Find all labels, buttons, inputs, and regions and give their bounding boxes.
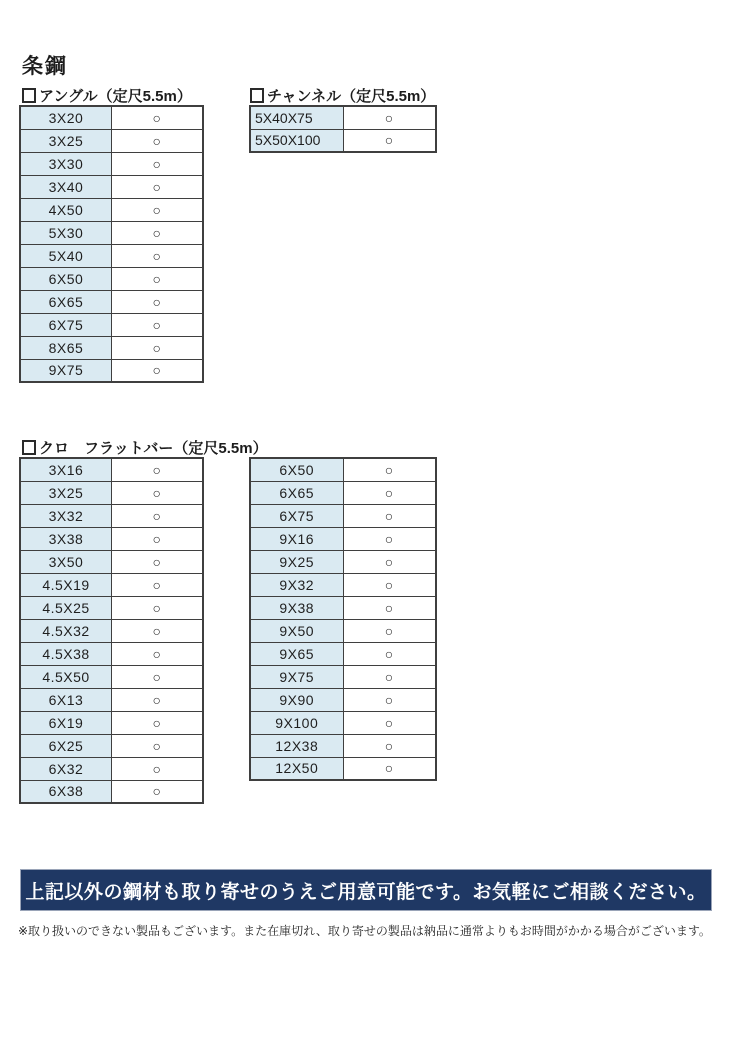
availability-mark: ○ [112, 175, 204, 198]
size-cell: 3X50 [20, 550, 112, 573]
size-cell: 3X16 [20, 458, 112, 481]
availability-mark: ○ [343, 106, 436, 129]
table-row [20, 221, 203, 244]
table-row [250, 734, 436, 757]
size-cell: 6X13 [20, 688, 112, 711]
availability-mark: ○ [343, 550, 436, 573]
availability-mark: ○ [112, 244, 204, 267]
size-cell: 4.5X32 [20, 619, 112, 642]
availability-mark: ○ [112, 129, 204, 152]
availability-mark: ○ [112, 757, 204, 780]
availability-mark: ○ [112, 458, 204, 481]
availability-mark: ○ [112, 642, 204, 665]
section-header-angle [22, 85, 192, 106]
availability-mark: ○ [343, 665, 436, 688]
channel-table-body [250, 106, 436, 152]
page-title: 条鋼 [22, 55, 68, 78]
section-header-flatbar [22, 437, 268, 458]
availability-mark: ○ [343, 596, 436, 619]
table-row [20, 688, 203, 711]
size-cell: 9X65 [250, 642, 343, 665]
table-row [20, 267, 203, 290]
availability-mark: ○ [112, 573, 204, 596]
availability-mark: ○ [112, 596, 204, 619]
size-cell: 5X40 [20, 244, 112, 267]
table-row [20, 596, 203, 619]
size-cell: 6X65 [20, 290, 112, 313]
size-cell: 6X75 [20, 313, 112, 336]
checkbox-icon [22, 440, 36, 455]
table-row [250, 106, 436, 129]
table-row [20, 152, 203, 175]
size-cell: 8X65 [20, 336, 112, 359]
flatbar-availability-table-left [19, 457, 204, 804]
availability-mark: ○ [343, 711, 436, 734]
size-cell: 9X38 [250, 596, 343, 619]
notice-banner [20, 869, 712, 911]
availability-mark: ○ [343, 688, 436, 711]
size-cell: 3X40 [20, 175, 112, 198]
angle-availability-table [19, 105, 204, 383]
table-row [250, 665, 436, 688]
section-header-channel-label: チャンネル（定尺5.5m） [267, 88, 436, 105]
table-row [250, 458, 436, 481]
table-row [20, 642, 203, 665]
availability-mark: ○ [112, 267, 204, 290]
availability-mark: ○ [343, 619, 436, 642]
size-cell: 9X90 [250, 688, 343, 711]
table-row [20, 175, 203, 198]
availability-mark: ○ [112, 780, 204, 803]
size-cell: 4.5X25 [20, 596, 112, 619]
availability-mark: ○ [112, 313, 204, 336]
availability-mark: ○ [112, 198, 204, 221]
availability-mark: ○ [112, 527, 204, 550]
availability-mark: ○ [112, 619, 204, 642]
angle-table-body [20, 106, 203, 382]
availability-mark: ○ [112, 550, 204, 573]
availability-mark: ○ [112, 688, 204, 711]
availability-mark: ○ [343, 481, 436, 504]
availability-mark: ○ [343, 458, 436, 481]
size-cell: 3X30 [20, 152, 112, 175]
table-row [250, 129, 436, 152]
availability-mark: ○ [112, 711, 204, 734]
table-row [250, 596, 436, 619]
table-row [20, 244, 203, 267]
size-cell: 6X75 [250, 504, 343, 527]
size-cell: 3X20 [20, 106, 112, 129]
size-cell: 4.5X50 [20, 665, 112, 688]
size-cell: 4X50 [20, 198, 112, 221]
availability-mark: ○ [343, 642, 436, 665]
footnote: ※取り扱いのできない製品もございます。また在庫切れ、取り寄せの製品は納品に通常よりもお時間がかかる場合がございます。 [18, 924, 711, 938]
size-cell: 6X65 [250, 481, 343, 504]
section-header-angle-label: アングル（定尺5.5m） [39, 88, 192, 105]
table-row [20, 359, 203, 382]
table-row [20, 573, 203, 596]
table-row [20, 757, 203, 780]
table-row [20, 481, 203, 504]
size-cell: 9X32 [250, 573, 343, 596]
size-cell: 5X40X75 [250, 106, 343, 129]
table-row [20, 313, 203, 336]
table-row [250, 619, 436, 642]
availability-mark: ○ [112, 221, 204, 244]
size-cell: 9X75 [250, 665, 343, 688]
table-row [20, 458, 203, 481]
flatbar-availability-table-right [249, 457, 437, 781]
size-cell: 6X38 [20, 780, 112, 803]
size-cell: 5X30 [20, 221, 112, 244]
availability-mark: ○ [112, 359, 204, 382]
table-row [20, 504, 203, 527]
flatbar-left-table-body [20, 458, 203, 803]
notice-banner-text: 上記以外の鋼材も取り寄せのうえご用意可能です。お気軽にご相談ください。 [25, 881, 707, 903]
availability-mark: ○ [112, 152, 204, 175]
size-cell: 3X25 [20, 129, 112, 152]
table-row [250, 688, 436, 711]
checkbox-icon [250, 88, 264, 103]
size-cell: 6X25 [20, 734, 112, 757]
size-cell: 6X19 [20, 711, 112, 734]
table-row [20, 198, 203, 221]
size-cell: 12X38 [250, 734, 343, 757]
table-row [20, 550, 203, 573]
checkbox-icon [22, 88, 36, 103]
flatbar-right-table-body [250, 458, 436, 780]
section-header-flatbar-label: クロ フラットバー（定尺5.5m） [39, 440, 268, 457]
table-row [250, 642, 436, 665]
availability-mark: ○ [343, 757, 436, 780]
size-cell: 9X50 [250, 619, 343, 642]
size-cell: 9X25 [250, 550, 343, 573]
size-cell: 4.5X19 [20, 573, 112, 596]
table-row [20, 734, 203, 757]
table-row [20, 527, 203, 550]
table-row [20, 780, 203, 803]
table-row [250, 504, 436, 527]
channel-availability-table [249, 105, 437, 153]
table-row [20, 336, 203, 359]
table-row [250, 481, 436, 504]
section-header-channel [250, 85, 435, 106]
size-cell: 3X32 [20, 504, 112, 527]
table-row [20, 619, 203, 642]
size-cell: 9X100 [250, 711, 343, 734]
availability-mark: ○ [112, 106, 204, 129]
availability-mark: ○ [343, 573, 436, 596]
table-row [250, 711, 436, 734]
size-cell: 6X32 [20, 757, 112, 780]
availability-mark: ○ [112, 504, 204, 527]
availability-mark: ○ [343, 527, 436, 550]
size-cell: 5X50X100 [250, 129, 343, 152]
availability-mark: ○ [343, 504, 436, 527]
availability-mark: ○ [112, 665, 204, 688]
availability-mark: ○ [112, 734, 204, 757]
size-cell: 6X50 [20, 267, 112, 290]
availability-mark: ○ [343, 734, 436, 757]
size-cell: 9X16 [250, 527, 343, 550]
size-cell: 3X25 [20, 481, 112, 504]
table-row [20, 106, 203, 129]
availability-mark: ○ [112, 290, 204, 313]
availability-mark: ○ [112, 336, 204, 359]
table-row [20, 711, 203, 734]
availability-mark: ○ [112, 481, 204, 504]
size-cell: 4.5X38 [20, 642, 112, 665]
size-cell: 9X75 [20, 359, 112, 382]
table-row [250, 550, 436, 573]
table-row [250, 527, 436, 550]
table-row [20, 129, 203, 152]
size-cell: 12X50 [250, 757, 343, 780]
size-cell: 6X50 [250, 458, 343, 481]
table-row [250, 757, 436, 780]
table-row [250, 573, 436, 596]
availability-mark: ○ [343, 129, 436, 152]
table-row [20, 290, 203, 313]
size-cell: 3X38 [20, 527, 112, 550]
table-row [20, 665, 203, 688]
